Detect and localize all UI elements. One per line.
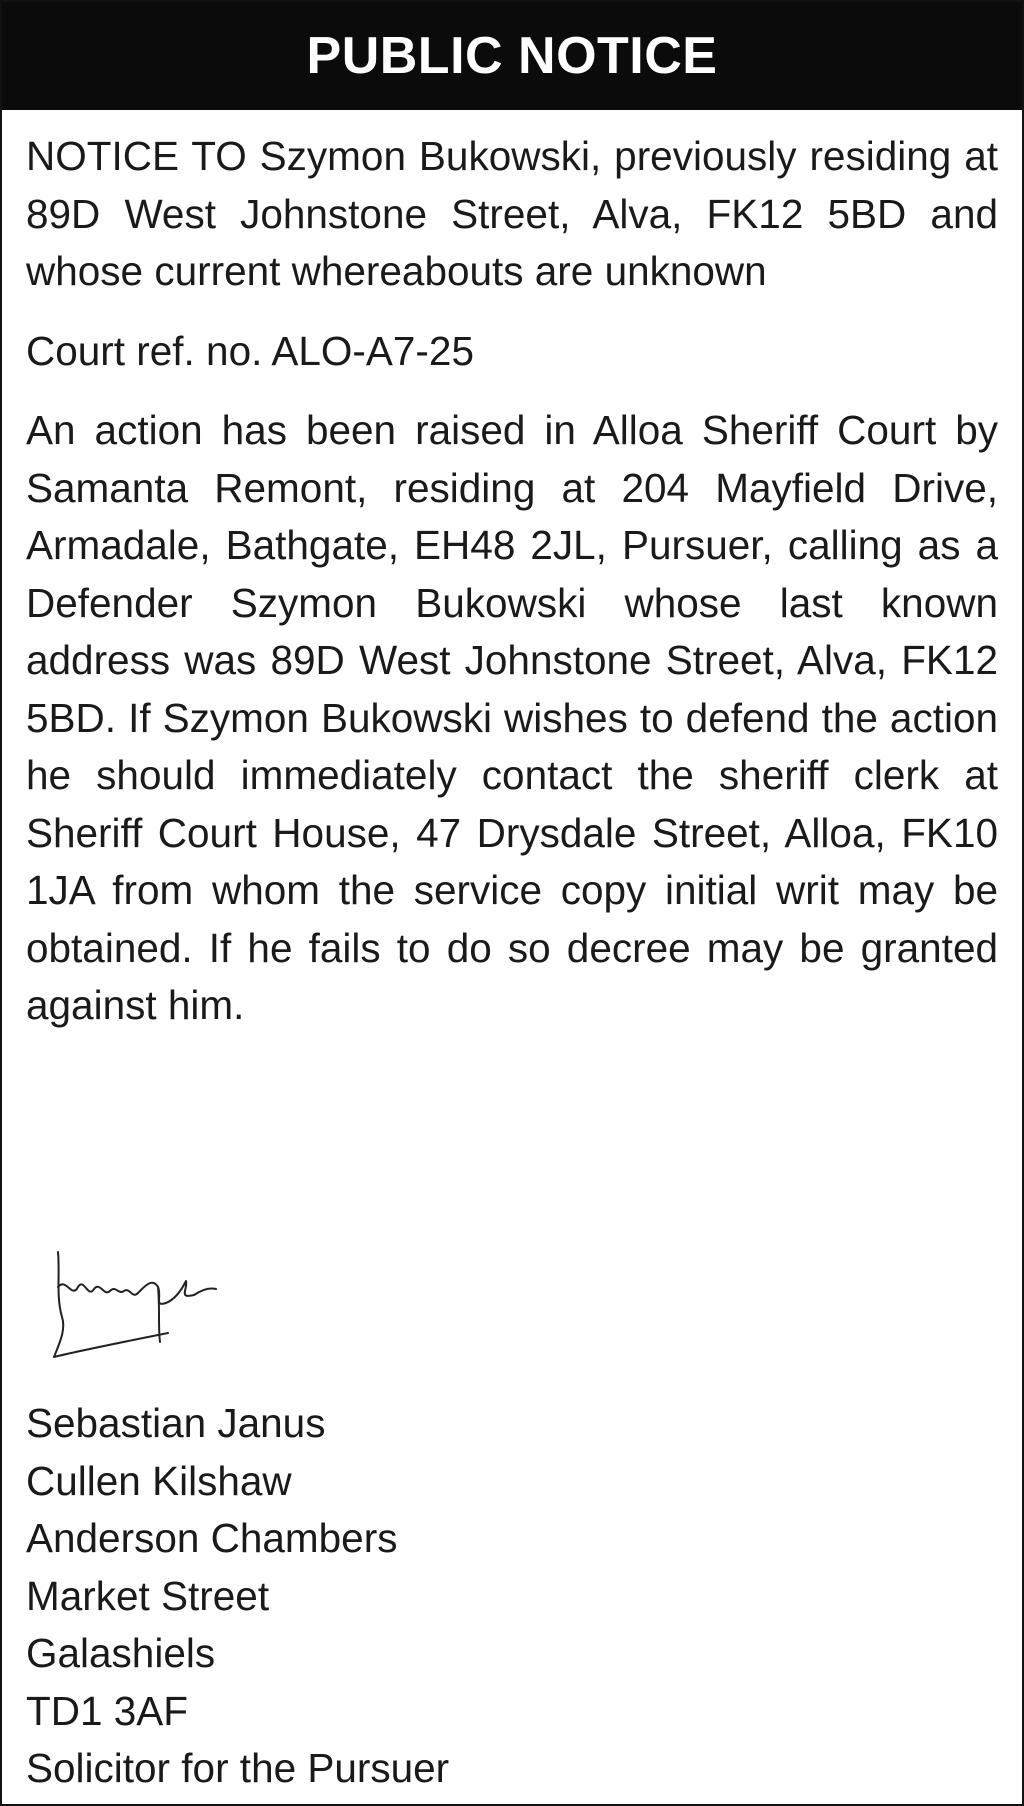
solicitor-street: Market Street bbox=[26, 1572, 270, 1619]
solicitor-role: Solicitor for the Pursuer bbox=[26, 1745, 450, 1791]
notice-content bbox=[26, 110, 998, 1035]
notice-header bbox=[2, 2, 1022, 110]
notice-title: PUBLIC NOTICE bbox=[306, 27, 718, 85]
solicitor-postcode: TD1 3AF bbox=[26, 1687, 189, 1734]
solicitor-town: Galashiels bbox=[26, 1630, 216, 1676]
addressee-paragraph: NOTICE TO Szymon Bukowski, previously residing at 89D West Johnstone Street, Alva, FK12 5BD and whose current whereabouts are unknown bbox=[26, 133, 998, 294]
solicitor-building: Anderson Chambers bbox=[26, 1515, 398, 1561]
signature-icon bbox=[48, 1247, 228, 1362]
solicitor-firm: Cullen Kilshaw bbox=[26, 1457, 292, 1504]
solicitor-block bbox=[26, 1395, 449, 1798]
solicitor-name: Sebastian Janus bbox=[26, 1400, 326, 1446]
court-reference: Court ref. no. ALO-A7-25 bbox=[26, 327, 474, 374]
action-paragraph: An action has been raised in Alloa Sheriff Court by Samanta Remont, residing at 204 Mayfield Drive, Armadale, Bathgate, EH48 2JL, Pursuer, calling as a Defender Szymon Bukowski whose last known address was 89D West Johnstone Street, Alva, FK12 5BD. If Szymon Bukowski wishes to defend the action he should immediately contact the sheriff clerk at Sheriff Court House, 47 Drysdale Street, Alloa, FK10 1JA from whom the service copy initial writ may be obtained. If he fails to do so decree may be granted against him. bbox=[26, 407, 998, 1028]
